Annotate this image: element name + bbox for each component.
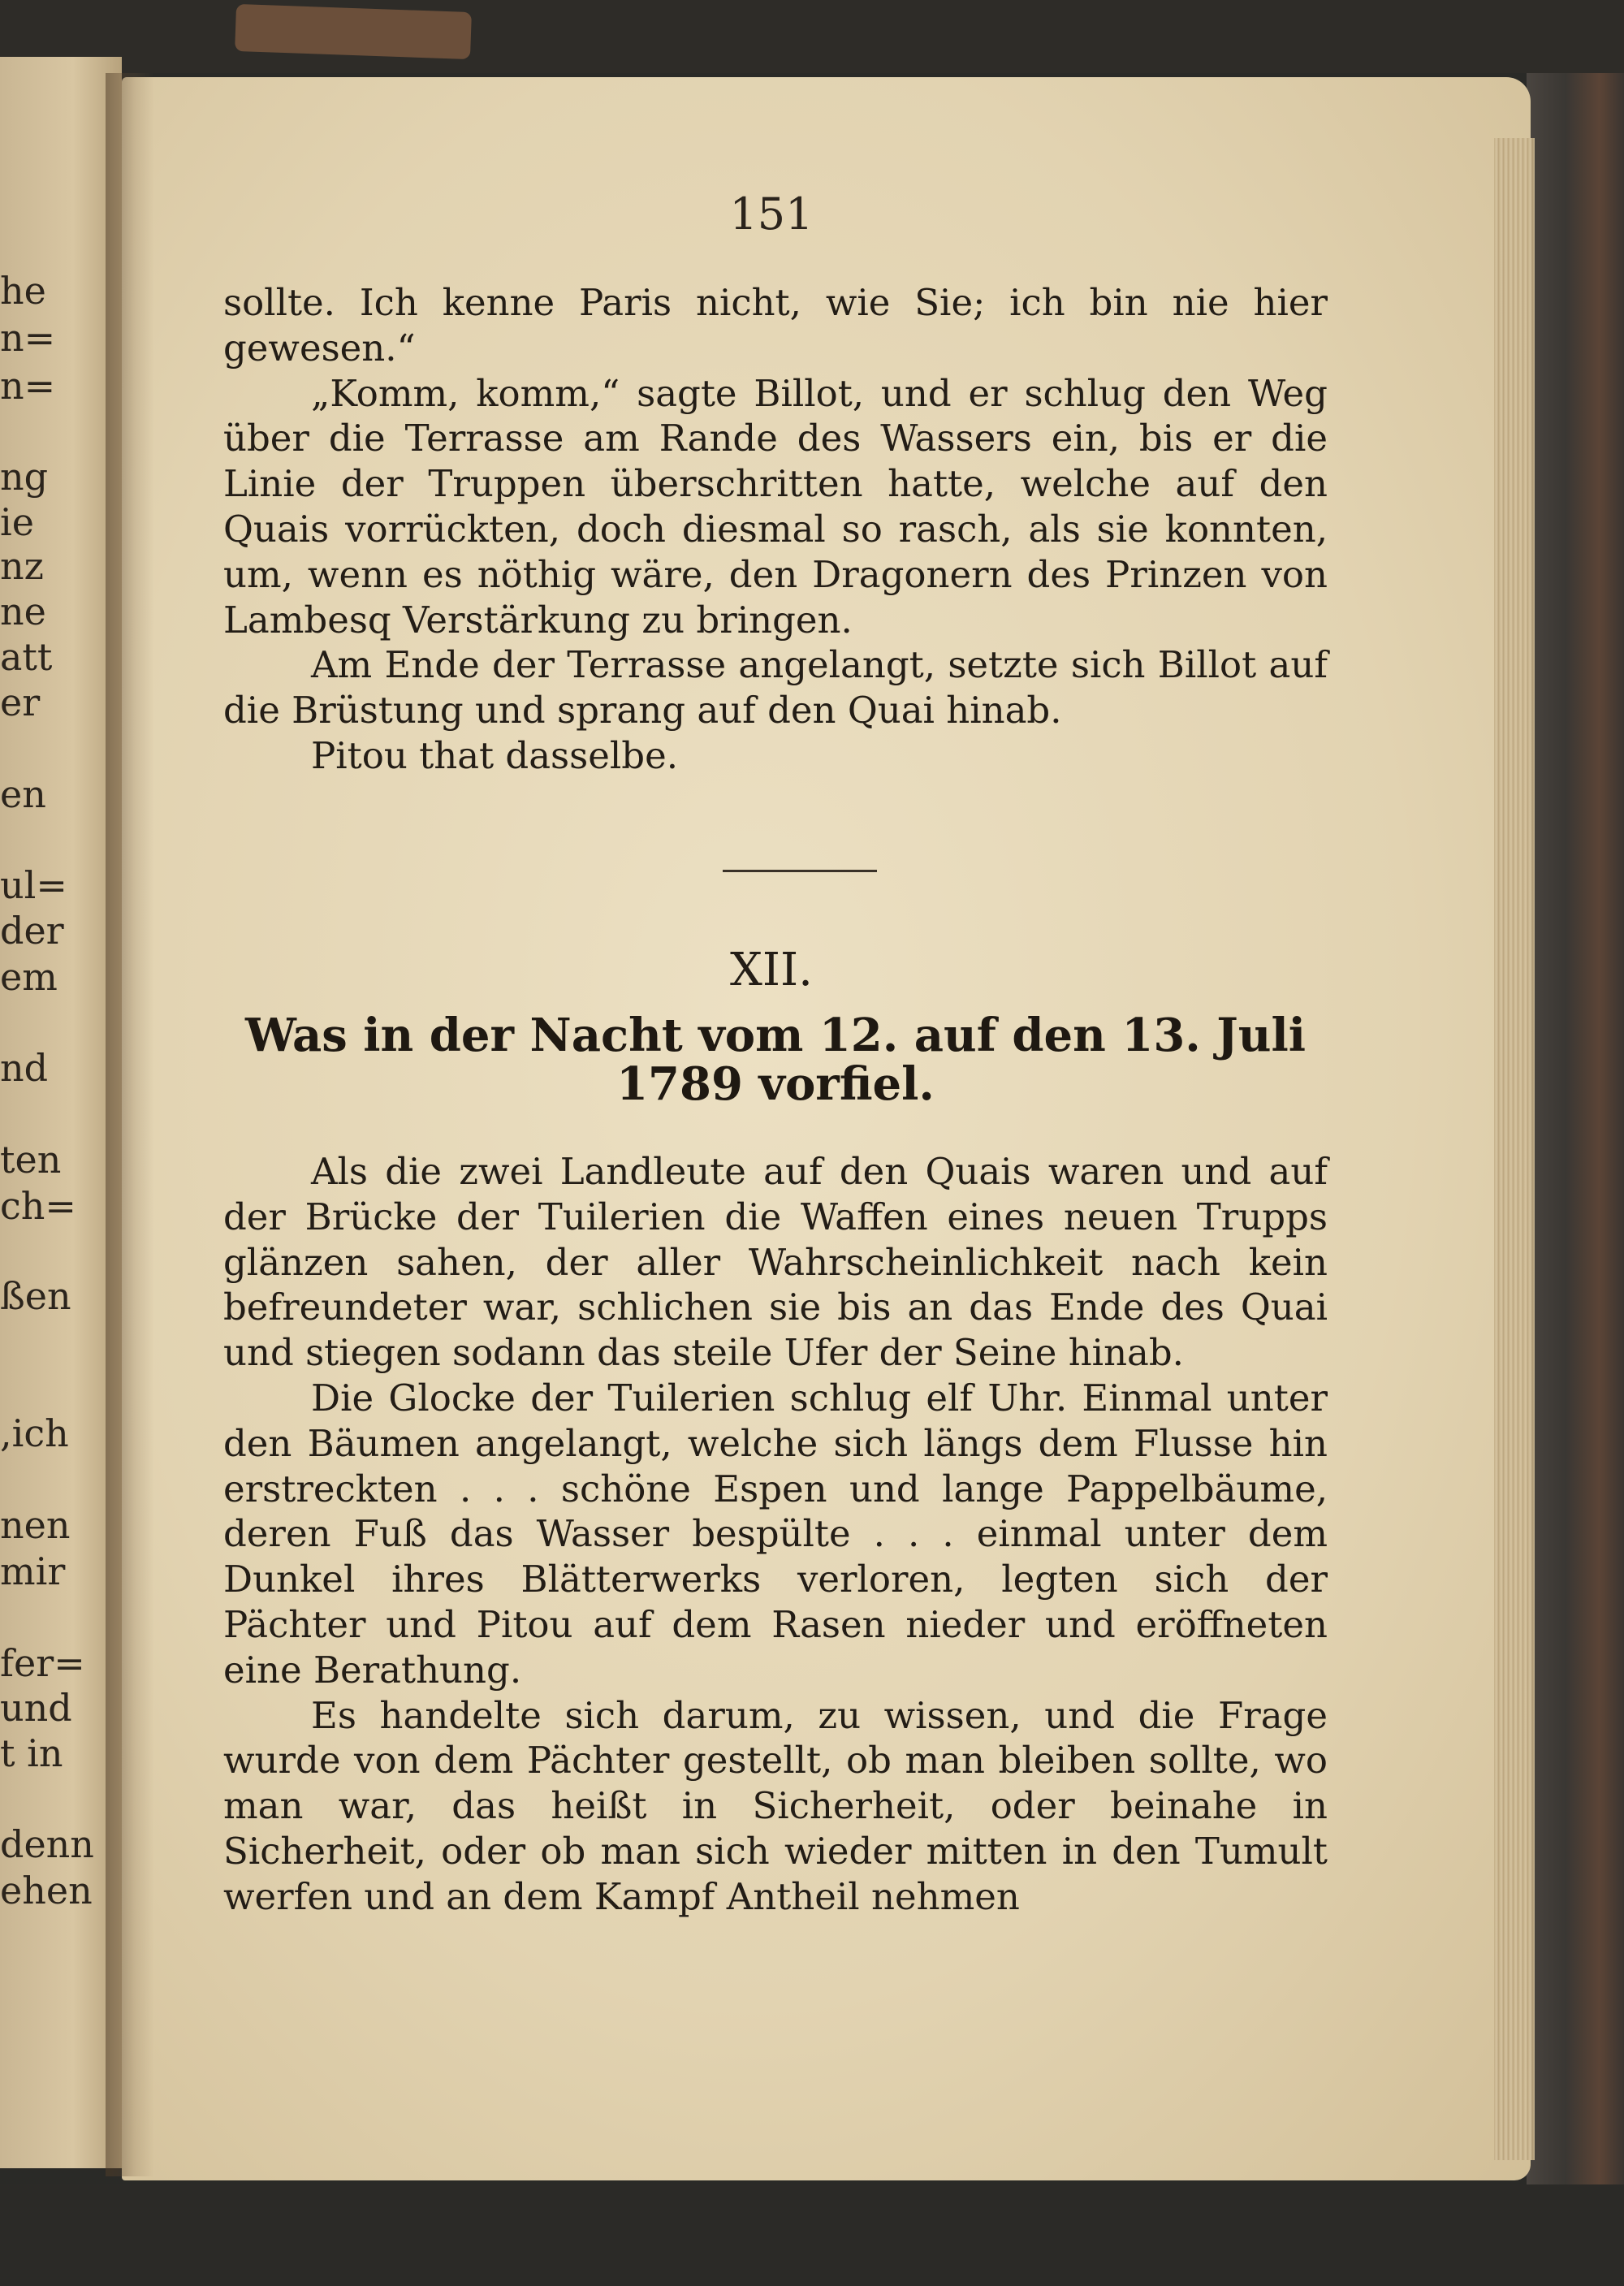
left-fragment: der xyxy=(0,909,64,953)
left-fragment: denn xyxy=(0,1822,94,1866)
left-fragment: mir xyxy=(0,1549,66,1593)
left-fragment: em xyxy=(0,955,58,999)
left-fragment: t in xyxy=(0,1731,63,1775)
left-fragment: ie xyxy=(0,500,34,544)
left-fragment: er xyxy=(0,681,41,724)
paragraph: „Komm, komm,“ sagte Billot, und er schlug den Weg über die Terrasse am Rande des Wassers ein, bis er die Linie der Truppen überschritten hatte, welche auf den Quais vorrückten, doch diesmal so rasch, als sie konnten, um, wenn es nöthig wäre, den Dragonern des Prinzen von Lambesq Verstärkung zu bringen. xyxy=(223,371,1328,642)
left-fragment: ßen xyxy=(0,1274,71,1318)
paragraph: sollte. Ich kenne Paris nicht, wie Sie; ich bin nie hier gewesen.“ xyxy=(223,281,1328,369)
background-bottom xyxy=(0,2184,1624,2286)
book-cover-edge xyxy=(1527,73,1624,2184)
bookmark-ribbon xyxy=(235,4,472,59)
left-fragment: ul= xyxy=(0,863,67,907)
left-fragment: he xyxy=(0,269,46,313)
left-fragment: nd xyxy=(0,1046,49,1090)
left-fragment: ne xyxy=(0,590,46,633)
left-fragment: ten xyxy=(0,1138,62,1182)
left-fragment: nz xyxy=(0,544,44,588)
section-text-continued xyxy=(223,280,1328,779)
left-fragment: ehen xyxy=(0,1869,93,1912)
paragraph: Am Ende der Terrasse angelangt, setzte sich Billot auf die Brüstung und sprang auf den Quai hinab. xyxy=(223,643,1328,732)
paragraph: Es handelte sich darum, zu wissen, und die Frage wurde von dem Pächter gestellt, ob man bleiben sollte, wo man war, das heißt in Sicherheit, oder beinahe in Sicherheit, oder ob man sich wieder mitten in den Tumult werfen und an dem Kampf Antheil nehmen xyxy=(223,1693,1328,1918)
left-fragment: en xyxy=(0,772,46,816)
left-fragment: att xyxy=(0,635,53,679)
left-fragment: ng xyxy=(0,455,49,499)
paragraph: Als die zwei Landleute auf den Quais waren und auf der Brücke der Tuilerien die Waffen eines neuen Trupps glänzen sahen, der aller Wahrscheinlichkeit nach kein befreundeter war, schlichen sie bis an das Ende des Quai und stiegen sodann das steile Ufer der Seine hinab. xyxy=(223,1150,1328,1375)
paragraph: Pitou that dasselbe. xyxy=(311,733,678,777)
left-fragment: ,ich xyxy=(0,1411,69,1455)
left-fragment: nen xyxy=(0,1503,71,1547)
chapter-title-line: Was in der Nacht vom 12. auf den 13. Juli xyxy=(244,1009,1307,1062)
page-stack-edge xyxy=(1494,138,1535,2160)
chapter-number: XII. xyxy=(730,944,813,996)
left-fragment: fer= xyxy=(0,1641,85,1685)
left-fragment: und xyxy=(0,1686,72,1730)
chapter-title-line: 1789 vorfiel. xyxy=(616,1057,935,1111)
left-fragment: n= xyxy=(0,364,56,408)
chapter-title xyxy=(219,1009,1332,1111)
chapter-text xyxy=(223,1149,1328,1920)
left-fragment: n= xyxy=(0,316,56,360)
section-divider xyxy=(723,870,877,872)
left-fragment: ch= xyxy=(0,1184,76,1228)
paragraph: Die Glocke der Tuilerien schlug elf Uhr. Einmal unter den Bäumen angelangt, welche sich längs dem Flusse hin erstreckten . . . schöne Espen und lange Pappelbäume, deren Fuß das Wasser bespülte . . . einmal unter dem Dunkel ihres Blätterwerks verloren, legten sich der Pächter und Pitou auf dem Rasen nieder und eröffneten eine Berathung. xyxy=(223,1376,1328,1692)
page-number: 151 xyxy=(729,188,814,240)
